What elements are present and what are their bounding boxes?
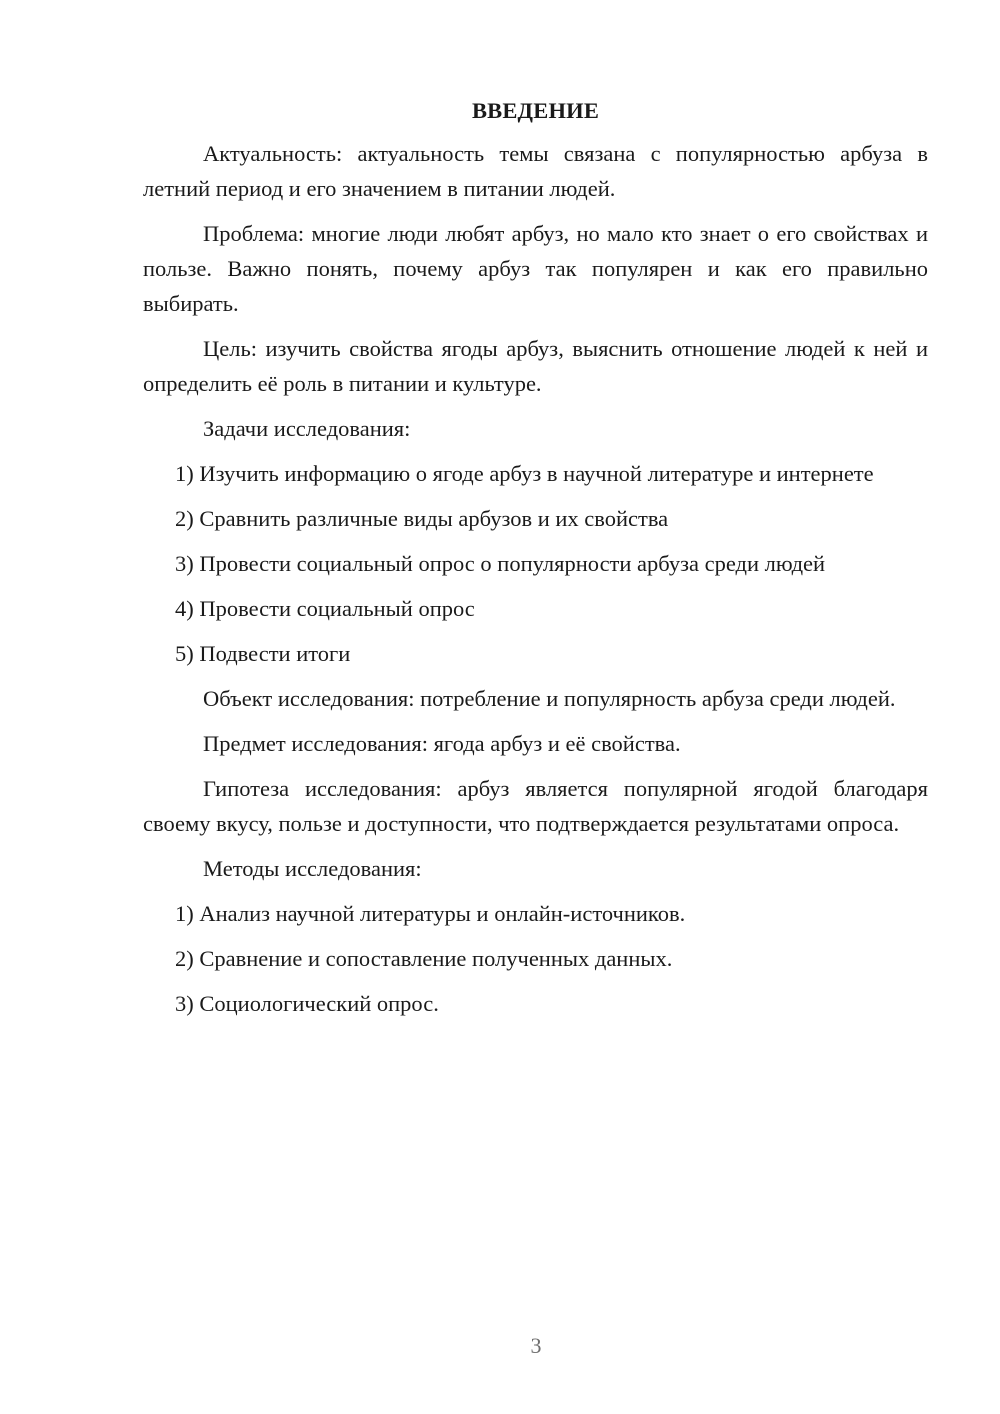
list-item-task-4: 4) Провести социальный опрос bbox=[175, 596, 475, 621]
paragraph-relevance: Актуальность: актуальность темы связана с популярностью арбуза в летний период и его значением в питании людей. bbox=[143, 141, 928, 201]
paragraph-hypothesis: Гипотеза исследования: арбуз является популярной ягодой благодаря своему вкусу, пользе и доступности, что подтверждается результатами опроса. bbox=[143, 776, 928, 836]
list-item-method-2: 2) Сравнение и сопоставление полученных данных. bbox=[175, 946, 673, 971]
list-item-task-5: 5) Подвести итоги bbox=[175, 641, 351, 666]
paragraph-subject: Предмет исследования: ягода арбуз и её свойства. bbox=[203, 731, 681, 756]
section-heading: ВВЕДЕНИЕ bbox=[471, 98, 600, 123]
list-item-task-2: 2) Сравнить различные виды арбузов и их свойства bbox=[175, 506, 669, 531]
tasks-list bbox=[143, 456, 928, 671]
paragraph-object: Объект исследования: потребление и популярность арбуза среди людей. bbox=[203, 686, 896, 711]
list-item-task-3: 3) Провести социальный опрос о популярности арбуза среди людей bbox=[175, 551, 826, 576]
paragraph-problem: Проблема: многие люди любят арбуз, но мало кто знает о его свойствах и пользе. Важно понять, почему арбуз так популярен и как его правильно выбирать. bbox=[143, 221, 928, 316]
list-item-task-1: 1) Изучить информацию о ягоде арбуз в научной литературе и интернете bbox=[175, 461, 874, 486]
paragraph-goal: Цель: изучить свойства ягоды арбуз, выяснить отношение людей к ней и определить её роль в питании и культуре. bbox=[143, 336, 928, 396]
methods-list bbox=[143, 896, 928, 1021]
page-number: 3 bbox=[530, 1333, 542, 1358]
list-item-method-3: 3) Социологический опрос. bbox=[175, 991, 439, 1016]
tasks-heading: Задачи исследования: bbox=[203, 416, 411, 441]
methods-heading: Методы исследования: bbox=[203, 856, 422, 881]
page-content bbox=[143, 96, 928, 1031]
list-item-method-1: 1) Анализ научной литературы и онлайн-источников. bbox=[175, 901, 686, 926]
